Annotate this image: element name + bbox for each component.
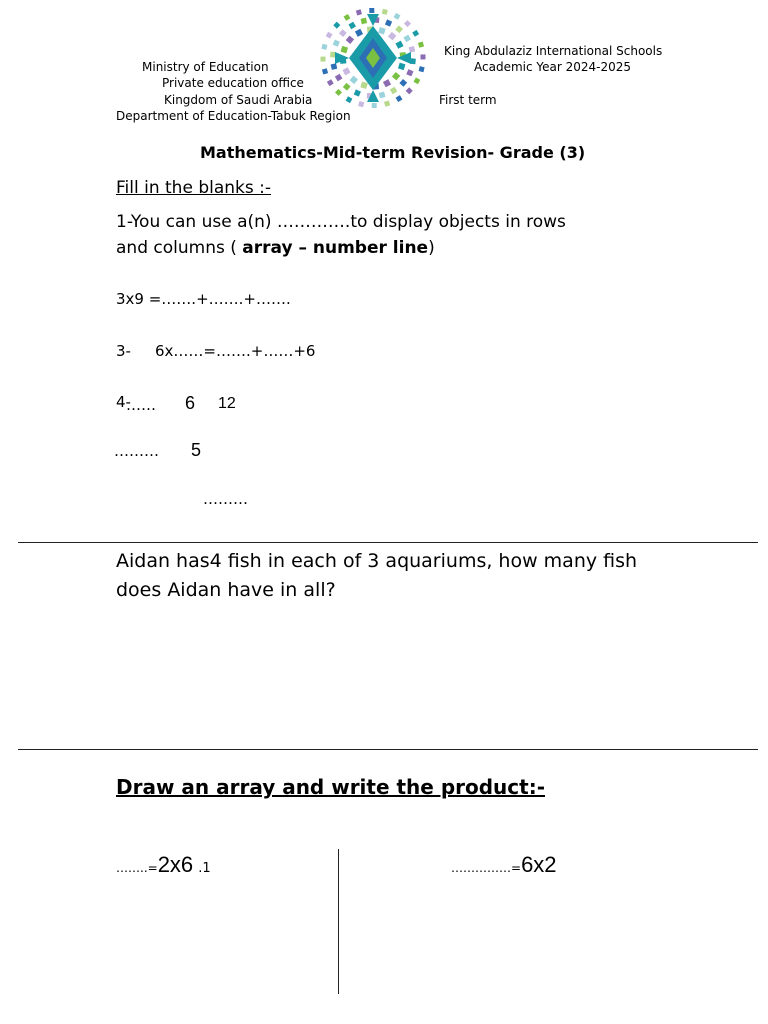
logo-square (335, 74, 343, 82)
logo-square (419, 66, 425, 72)
logo-square (403, 35, 411, 43)
logo-square (354, 89, 361, 96)
question-3-number: 3- (116, 342, 131, 360)
logo-square (350, 76, 358, 84)
logo-square (395, 41, 403, 49)
array-problem-1-number: .1 (198, 861, 211, 876)
header-left-line-4: Department of Education-Tabuk Region (116, 109, 351, 123)
question-1-line-2: and columns ( array – number line) (116, 238, 435, 258)
logo-square (344, 14, 351, 21)
logo-square (348, 22, 356, 30)
question-4-value-6: 6 (185, 393, 196, 413)
question-2: 3x9 =…….+…….+……. (116, 290, 291, 308)
array-problem-2-expression: 6x2 (521, 852, 557, 877)
logo-square (369, 8, 374, 13)
logo-square (321, 44, 327, 50)
logo-square (399, 79, 407, 87)
question-4-blank-1: …… (126, 396, 156, 414)
array-problem-1 (116, 852, 211, 878)
logo-square (390, 87, 398, 95)
array-problem-2-blank: ……………= (451, 861, 522, 875)
fill-blanks-heading: Fill in the blanks :- (116, 178, 271, 198)
answer-choices: array – number line (242, 238, 429, 258)
question-3-text: 6x……=…….+……+6 (155, 342, 316, 360)
logo-square (346, 36, 354, 44)
logo-square (378, 27, 385, 34)
logo-square (320, 57, 325, 62)
array-problem-2 (451, 852, 557, 878)
divider-1 (18, 542, 758, 543)
header-left-line-2: Private education office (162, 76, 304, 90)
logo-square (388, 32, 396, 40)
header-right-line-1: King Abdulaziz International Schools (444, 44, 663, 58)
logo-square (327, 79, 334, 86)
logo-square (414, 77, 421, 84)
logo-square (339, 29, 347, 37)
logo-square (358, 101, 364, 107)
divider-2 (18, 749, 758, 750)
logo-square (385, 19, 392, 26)
logo-square (404, 20, 411, 27)
logo-square (406, 87, 413, 94)
logo-square (335, 89, 342, 96)
logo-square (392, 72, 400, 80)
school-logo (315, 4, 431, 112)
header-left-line-3: Kingdom of Saudi Arabia (164, 93, 313, 107)
logo-square (333, 22, 340, 29)
logo-square (406, 69, 413, 76)
logo-square (396, 95, 403, 102)
word-problem-line-1: Aidan has4 fish in each of 3 aquariums, how many fish (116, 550, 638, 572)
array-divider (338, 849, 339, 994)
question-4-value-12: 12 (218, 395, 236, 412)
question-4-number: 4- (116, 393, 131, 411)
logo-square (346, 96, 353, 103)
logo-square (412, 30, 419, 37)
logo-square (326, 32, 333, 39)
logo-square (360, 81, 367, 88)
question-4-value-5: 5 (191, 440, 202, 460)
logo-square (418, 42, 424, 48)
logo-square (342, 67, 350, 75)
logo-square (343, 83, 351, 91)
question-4-blank-3: ……… (203, 490, 248, 508)
logo-square (384, 101, 390, 107)
logo-square (379, 92, 386, 99)
logo-square (395, 25, 403, 33)
logo-square (394, 13, 401, 20)
page-title: Mathematics-Mid-term Revision- Grade (3) (200, 143, 586, 162)
word-problem-line-2: does Aidan have in all? (116, 579, 336, 601)
logo-square (333, 40, 340, 47)
array-problem-1-blank: ……..= (116, 861, 158, 875)
header-right-line-2: Academic Year 2024-2025 (474, 60, 632, 74)
question-4-blank-2: ……… (114, 442, 159, 460)
logo-square (420, 54, 425, 59)
question-1-line-1: 1-You can use a(n) ………….to display objects in rows (116, 212, 566, 232)
logo-square (383, 79, 391, 87)
logo-square (398, 63, 405, 70)
logo-square (382, 9, 388, 15)
logo-square (409, 46, 416, 53)
header-left-line-1: Ministry of Education (142, 60, 269, 74)
logo-square (355, 29, 363, 37)
logo-square (372, 103, 377, 108)
array-section-heading: Draw an array and write the product:- (116, 775, 546, 799)
logo-square (341, 46, 348, 53)
logo-square (322, 68, 328, 74)
header-right-line-3: First term (439, 93, 497, 107)
logo-square (361, 18, 368, 25)
array-problem-1-expression: 2x6 (157, 852, 194, 877)
logo-square (331, 63, 338, 70)
logo-square (356, 9, 362, 15)
